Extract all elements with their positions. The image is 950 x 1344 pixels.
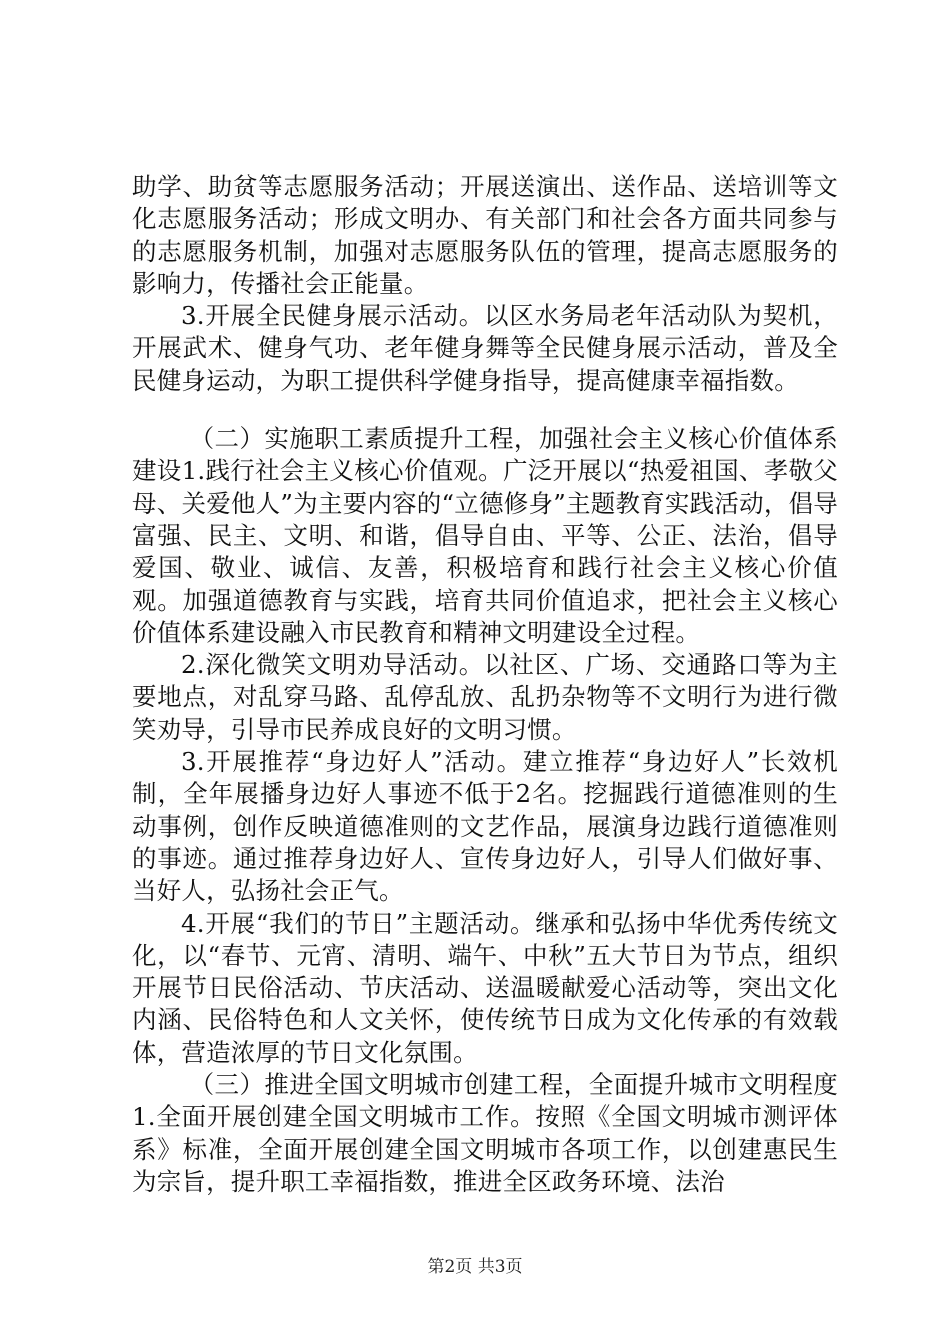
paragraph-volunteer-continued: 助学、助贫等志愿服务活动；开展送演出、送作品、送培训等文化志愿服务活动；形成文明办、有关部门和社会各方面共同参与的志愿服务机制，加强对志愿服务队伍的管理，提高志愿服务的影响力，传播社会正能量。 <box>132 172 838 298</box>
document-body <box>132 171 838 1198</box>
paragraph-festivals: 4.开展“我们的节日”主题活动。继承和弘扬中华优秀传统文化，以“春节、元宵、清明、端午、中秋”五大节日为节点，组织开展节日民俗活动、节庆活动、送温暖献爱心活动等，突出文化内涵、民俗特色和人文关怀，使传统节日成为文化传承的有效载体，营造浓厚的节日文化氛围。 <box>132 908 838 1067</box>
paragraph-smile-civility: 2.深化微笑文明劝导活动。以社区、广场、交通路口等为主要地点，对乱穿马路、乱停乱放、乱扔杂物等不文明行为进行微笑劝导，引导市民养成良好的文明习惯。 <box>132 650 838 744</box>
paragraph-fitness: 3.开展全民健身展示活动。以区水务局老年活动队为契机，开展武术、健身气功、老年健身舞等全民健身展示活动，普及全民健身运动，为职工提供科学健身指导，提高健康幸福指数。 <box>132 301 838 395</box>
page-footer: 第2页 共3页 <box>427 1257 523 1277</box>
paragraph-good-people: 3.开展推荐“身边好人”活动。建立推荐“身边好人”长效机制，全年展播身边好人事迹不低于2名。挖掘践行道德准则的生动事例，创作反映道德准则的文艺作品，展演身边践行道德准则的事迹。通过推荐身边好人、宣传身边好人，引导人们做好事、当好人，弘扬社会正气。 <box>132 747 838 906</box>
paragraph-section-two: （二）实施职工素质提升工程，加强社会主义核心价值体系建设1.践行社会主义核心价值观。广泛开展以“热爱祖国、孝敬父母、关爱他人”为主要内容的“立德修身”主题教育实践活动，倡导富强、民主、文明、和谐，倡导自由、平等、公正、法治，倡导爱国、敬业、诚信、友善，积极培育和践行社会主义核心价值观。加强道德教育与实践，培育共同价值追求，把社会主义核心价值体系建设融入市民教育和精神文明建设全过程。 <box>132 424 838 647</box>
paragraph-section-three: （三）推进全国文明城市创建工程，全面提升城市文明程度1.全面开展创建全国文明城市工作。按照《全国文明城市测评体系》标准，全面开展创建全国文明城市各项工作，以创建惠民生为宗旨，提升职工幸福指数，推进全区政务环境、法治 <box>132 1070 838 1196</box>
